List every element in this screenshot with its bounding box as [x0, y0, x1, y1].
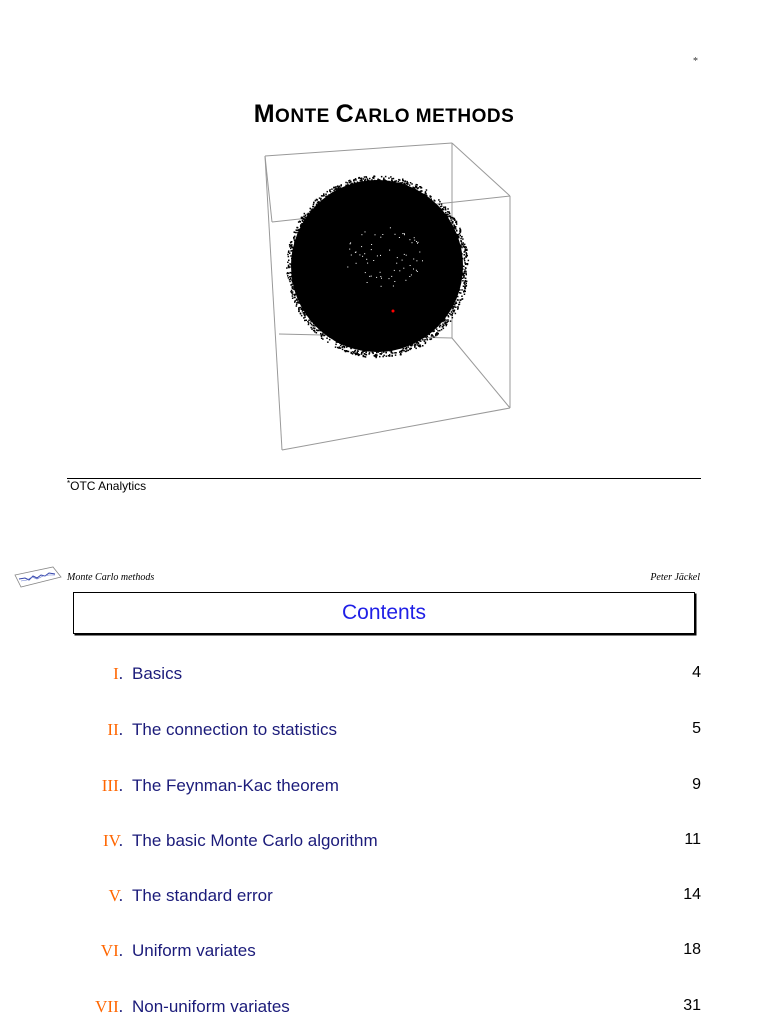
toc-label: The standard error [132, 886, 273, 905]
toc-number: II. [107, 720, 123, 739]
highlight-point [392, 310, 395, 313]
toc-page-number: 4 [692, 664, 701, 681]
footnote-rule [67, 478, 701, 479]
document-title [0, 100, 768, 129]
footnote [67, 479, 146, 493]
toc-label: Non-uniform variates [132, 997, 290, 1016]
toc-label: Basics [132, 664, 183, 683]
toc-page-number: 5 [692, 720, 701, 737]
toc-page-number: 11 [684, 831, 701, 848]
toc-number: VII. [95, 997, 123, 1016]
toc-label: Uniform variates [132, 941, 256, 960]
toc-number: III. [101, 776, 123, 795]
toc-entry[interactable] [0, 664, 768, 688]
running-header-title: Monte Carlo methods [67, 572, 155, 583]
title-part: ARLO METHODS [354, 106, 515, 127]
title-part: ONTE [275, 106, 336, 127]
toc-page-number: 18 [683, 941, 701, 958]
toc-entry[interactable] [0, 886, 768, 910]
monte-carlo-sphere-figure [255, 138, 520, 458]
toc-number: IV. [103, 831, 123, 850]
toc-entry[interactable] [0, 720, 768, 744]
toc-entry[interactable] [0, 997, 768, 1021]
toc-number: VI. [100, 941, 123, 960]
running-header-author: Peter Jäckel [650, 572, 700, 583]
sample-point-cloud [286, 175, 469, 358]
toc-entry[interactable] [0, 776, 768, 800]
title-part: M [253, 100, 276, 128]
footnote-mark: * [67, 479, 71, 488]
footnote-text: OTC Analytics [70, 479, 147, 493]
logo-icon [13, 563, 63, 593]
toc-number: I. [113, 664, 123, 683]
title-part: C [335, 100, 355, 128]
toc-label: The connection to statistics [132, 720, 338, 739]
toc-page-number: 31 [683, 997, 701, 1014]
toc-number: V. [108, 886, 123, 905]
toc-entry[interactable] [0, 941, 768, 965]
toc-label: The basic Monte Carlo algorithm [132, 831, 378, 850]
toc-entry[interactable] [0, 831, 768, 855]
contents-heading: Contents [341, 601, 427, 624]
toc-page-number: 9 [692, 776, 701, 793]
contents-heading-box [73, 592, 695, 634]
toc-label: The Feynman-Kac theorem [132, 776, 339, 795]
footnote-marker: * [693, 56, 698, 67]
toc-page-number: 14 [683, 886, 701, 903]
